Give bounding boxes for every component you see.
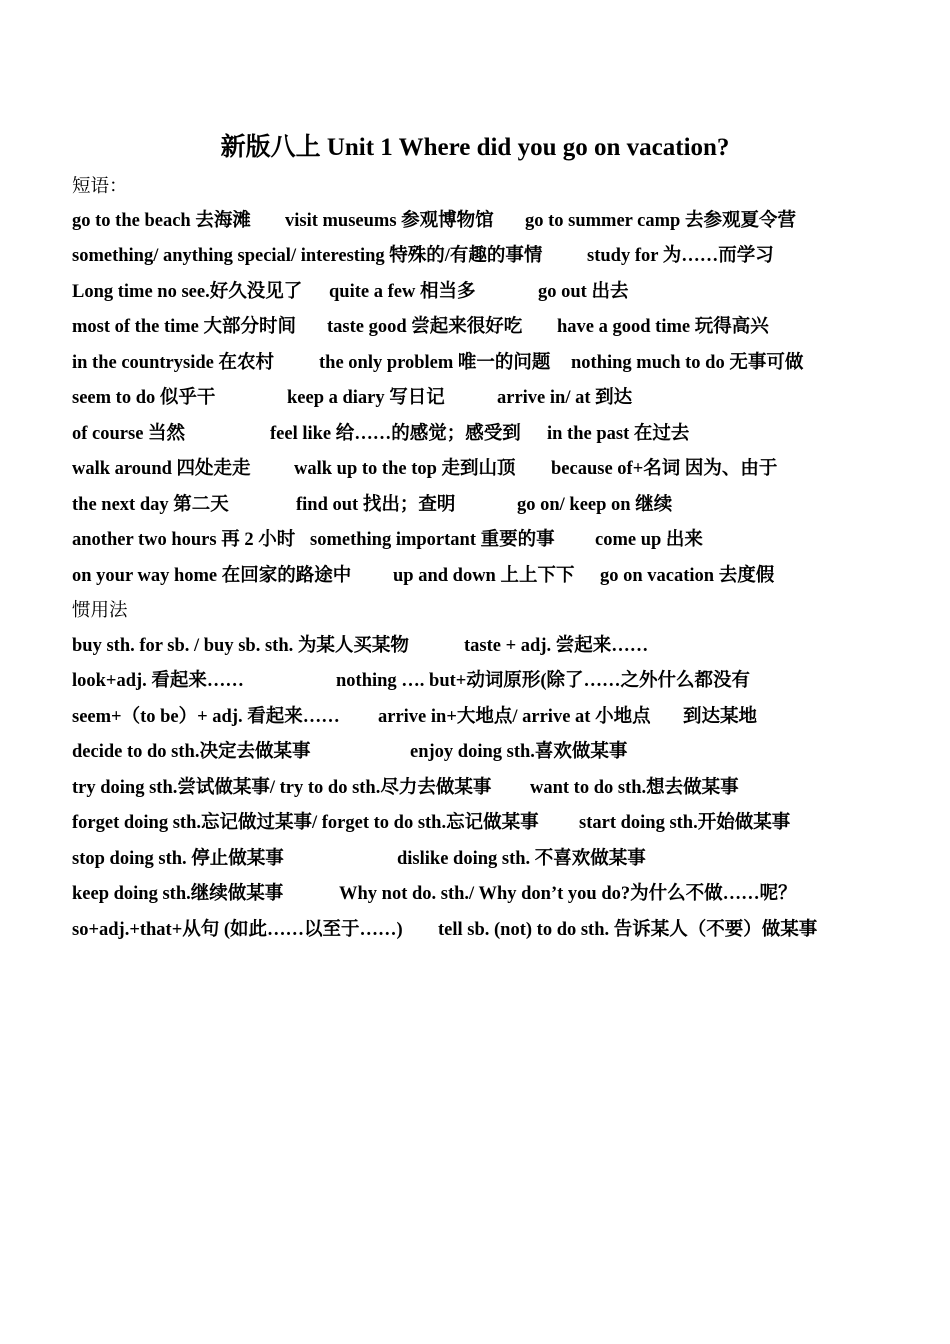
- phrase-item: come up 出来: [595, 530, 703, 550]
- usage-item: nothing …. but+动词原形(除了……之外什么都没有: [336, 671, 750, 691]
- phrase-item: go to summer camp 去参观夏令营: [525, 211, 796, 231]
- section-heading-usage: 惯用法: [72, 601, 128, 621]
- usage-item: Why not do. sth./ Why don’t you do?为什么不做……呢？: [339, 884, 797, 904]
- phrase-item: nothing much to do 无事可做: [571, 353, 804, 373]
- phrase-item: study for 为……而学习: [587, 246, 774, 266]
- usage-item: seem+（to be）+ adj. 看起来……: [72, 707, 340, 727]
- phrase-item: another two hours 再 2 小时: [72, 530, 296, 550]
- usage-item: forget doing sth.忘记做过某事/ forget to do sth.忘记做某事: [72, 813, 539, 833]
- usage-item: start doing sth.开始做某事: [579, 813, 791, 833]
- usage-item: want to do sth.想去做某事: [530, 778, 739, 798]
- usage-item: taste + adj. 尝起来……: [464, 636, 649, 656]
- usage-item: enjoy doing sth.喜欢做某事: [410, 742, 628, 762]
- phrase-item: the only problem 唯一的问题: [319, 353, 551, 373]
- phrase-item: find out 找出；查明: [296, 495, 456, 515]
- usage-item: arrive in+大地点/ arrive at 小地点: [378, 707, 651, 727]
- usage-item: dislike doing sth. 不喜欢做某事: [397, 849, 646, 869]
- phrase-item: the next day 第二天: [72, 495, 229, 515]
- phrase-item: keep a diary 写日记: [287, 388, 445, 408]
- phrase-item: of course 当然: [72, 424, 186, 444]
- phrase-item: have a good time 玩得高兴: [557, 317, 769, 337]
- phrase-item: in the past 在过去: [547, 424, 690, 444]
- usage-item: look+adj. 看起来……: [72, 671, 244, 691]
- usage-item: tell sb. (not) to do sth. 告诉某人（不要）做某事: [438, 920, 818, 940]
- usage-item: try doing sth.尝试做某事/ try to do sth.尽力去做某事: [72, 778, 492, 798]
- document-title: 新版八上 Unit 1 Where did you go on vacation?: [220, 134, 730, 161]
- phrase-item: go on vacation 去度假: [600, 566, 775, 586]
- phrase-item: up and down 上上下下: [393, 566, 575, 586]
- usage-item: decide to do sth.决定去做某事: [72, 742, 311, 762]
- phrase-item: go on/ keep on 继续: [517, 495, 673, 515]
- section-heading-phrases: 短语：: [72, 177, 128, 197]
- phrase-item: something important 重要的事: [310, 530, 555, 550]
- phrase-item: seem to do 似乎干: [72, 388, 216, 408]
- phrase-item: walk around 四处走走: [72, 459, 251, 479]
- phrase-item: taste good 尝起来很好吃: [327, 317, 523, 337]
- phrase-item: go out 出去: [538, 282, 629, 302]
- phrase-item: feel like 给……的感觉；感受到: [270, 424, 521, 444]
- usage-item: stop doing sth. 停止做某事: [72, 849, 284, 869]
- phrase-item: something/ anything special/ interesting 特殊的/有趣的事情: [72, 246, 543, 266]
- phrase-item: because of+名词 因为、由于: [551, 459, 778, 479]
- phrase-item: Long time no see.好久没见了: [72, 282, 303, 302]
- phrase-item: visit museums 参观博物馆: [285, 211, 494, 231]
- phrase-item: in the countryside 在农村: [72, 353, 274, 373]
- usage-item: so+adj.+that+从句 (如此……以至于……): [72, 920, 403, 940]
- usage-item: 到达某地: [683, 707, 758, 727]
- phrase-item: most of the time 大部分时间: [72, 317, 297, 337]
- phrase-item: on your way home 在回家的路途中: [72, 566, 352, 586]
- phrase-item: go to the beach 去海滩: [72, 211, 251, 231]
- phrase-item: arrive in/ at 到达: [497, 388, 633, 408]
- usage-item: keep doing sth.继续做某事: [72, 884, 284, 904]
- phrase-item: walk up to the top 走到山顶: [294, 459, 516, 479]
- phrase-item: quite a few 相当多: [329, 282, 476, 302]
- usage-item: buy sth. for sb. / buy sb. sth. 为某人买某物: [72, 636, 409, 656]
